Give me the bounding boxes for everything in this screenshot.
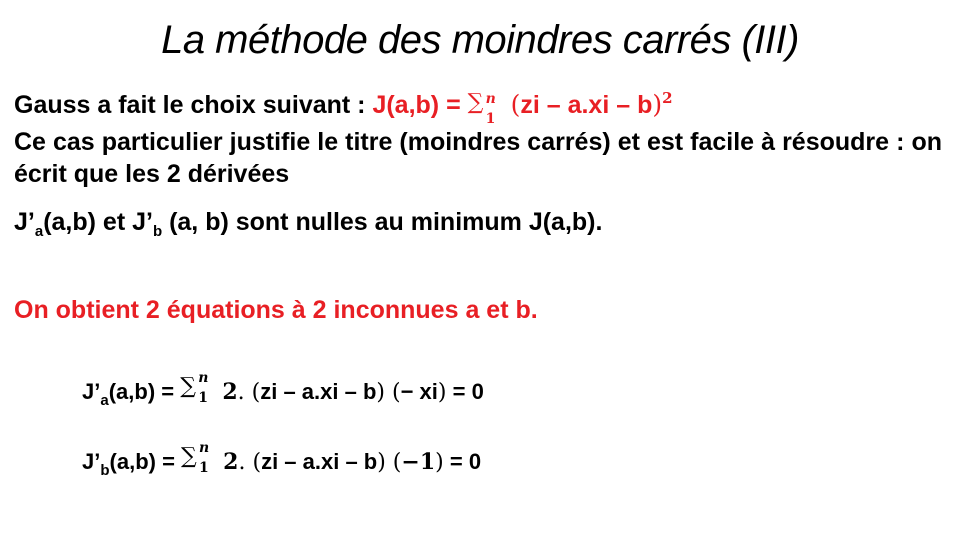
bullet-gauss-choice	[14, 82, 673, 128]
equation-derivative-b: $J’_b(a,b)$ = ∑ n 1 2. (zi – a.xi – b) (−1) = 0	[82, 440, 482, 479]
bullet-conclusion: On obtient 2 équations à 2 inconnues a et b.	[14, 296, 538, 324]
equation-derivative-a: $J’_a(a,b)$ = ∑ n 1 2. (zi – a.xi – b) (− xi) = 0	[82, 370, 484, 409]
sum-symbol: ∑ n 1	[181, 440, 210, 476]
bullet-derivatives: $J’_a(a,b)$ et $J’_b$ (a, b) sont nulles au minimum J(a,b).	[14, 208, 603, 240]
bullet-justification: Ce cas particulier justifie le titre (moindres carrés) et est facile à résoudre : on écrit que les 2 dérivées	[14, 128, 942, 188]
sum-symbol: ∑ n 1	[467, 90, 496, 128]
sum-symbol: ∑ n 1	[180, 370, 209, 406]
slide-title: La méthode des moindres carrés (III)	[161, 18, 799, 62]
formula-j: J(a,b) = ∑ n 1 (zi – a.xi – b)$^2$	[372, 89, 673, 128]
bullet-text: Gauss a fait le choix suivant :	[14, 91, 373, 119]
